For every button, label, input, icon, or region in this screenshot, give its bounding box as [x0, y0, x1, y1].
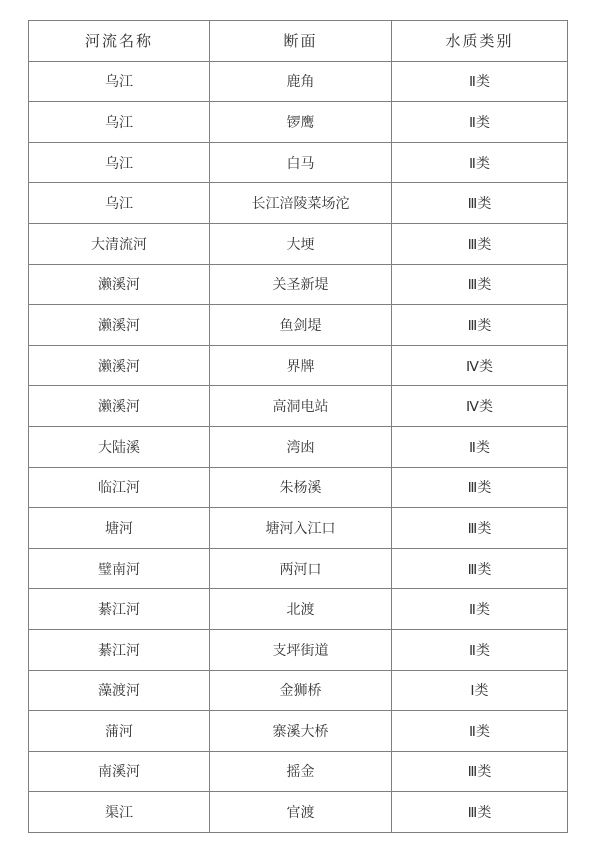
class-cell: Ⅲ类 — [392, 305, 568, 346]
class-cell: Ⅲ类 — [392, 792, 568, 833]
class-cell: Ⅱ类 — [392, 711, 568, 752]
river-cell: 乌江 — [29, 102, 210, 143]
river-cell: 渠江 — [29, 792, 210, 833]
table-row — [29, 711, 568, 752]
class-cell: Ⅲ类 — [392, 548, 568, 589]
table-row — [29, 223, 568, 264]
table-row — [29, 305, 568, 346]
column-header-section: 断面 — [210, 21, 392, 62]
table-row — [29, 751, 568, 792]
river-cell: 綦江河 — [29, 589, 210, 630]
table-row — [29, 629, 568, 670]
class-cell: Ⅲ类 — [392, 264, 568, 305]
section-cell: 两河口 — [210, 548, 392, 589]
section-cell: 大埂 — [210, 223, 392, 264]
section-cell: 关圣新堤 — [210, 264, 392, 305]
table-row — [29, 142, 568, 183]
class-cell: Ⅲ类 — [392, 183, 568, 224]
class-cell: Ⅲ类 — [392, 508, 568, 549]
river-cell: 濑溪河 — [29, 386, 210, 427]
river-cell: 南溪河 — [29, 751, 210, 792]
section-cell: 金狮桥 — [210, 670, 392, 711]
section-cell: 长江涪陵菜场沱 — [210, 183, 392, 224]
section-cell: 朱杨溪 — [210, 467, 392, 508]
river-cell: 璧南河 — [29, 548, 210, 589]
water-quality-table — [28, 20, 568, 833]
table-row — [29, 264, 568, 305]
section-cell: 鱼剑堤 — [210, 305, 392, 346]
class-cell: Ⅳ类 — [392, 345, 568, 386]
river-cell: 蒲河 — [29, 711, 210, 752]
section-cell: 塘河入江口 — [210, 508, 392, 549]
section-cell: 界牌 — [210, 345, 392, 386]
river-cell: 乌江 — [29, 183, 210, 224]
class-cell: Ⅱ类 — [392, 142, 568, 183]
section-cell: 寨溪大桥 — [210, 711, 392, 752]
section-cell: 高洞电站 — [210, 386, 392, 427]
river-cell: 临江河 — [29, 467, 210, 508]
class-cell: Ⅱ类 — [392, 102, 568, 143]
class-cell: Ⅲ类 — [392, 751, 568, 792]
river-cell: 綦江河 — [29, 629, 210, 670]
river-cell: 濑溪河 — [29, 345, 210, 386]
table-row — [29, 61, 568, 102]
column-header-river: 河流名称 — [29, 21, 210, 62]
table-row — [29, 548, 568, 589]
river-cell: 藻渡河 — [29, 670, 210, 711]
section-cell: 锣鹰 — [210, 102, 392, 143]
class-cell: Ⅲ类 — [392, 467, 568, 508]
section-cell: 摇金 — [210, 751, 392, 792]
river-cell: 乌江 — [29, 61, 210, 102]
river-cell: 濑溪河 — [29, 305, 210, 346]
table-row — [29, 792, 568, 833]
table-row — [29, 426, 568, 467]
table-row — [29, 589, 568, 630]
class-cell: Ⅱ类 — [392, 629, 568, 670]
river-cell: 大清流河 — [29, 223, 210, 264]
class-cell: Ⅱ类 — [392, 426, 568, 467]
table-row — [29, 386, 568, 427]
class-cell: Ⅲ类 — [392, 223, 568, 264]
river-cell: 乌江 — [29, 142, 210, 183]
section-cell: 湾凼 — [210, 426, 392, 467]
river-cell: 濑溪河 — [29, 264, 210, 305]
table-row — [29, 670, 568, 711]
table-row — [29, 102, 568, 143]
section-cell: 北渡 — [210, 589, 392, 630]
column-header-class: 水质类别 — [392, 21, 568, 62]
river-cell: 大陆溪 — [29, 426, 210, 467]
class-cell: Ⅱ类 — [392, 589, 568, 630]
river-cell: 塘河 — [29, 508, 210, 549]
section-cell: 官渡 — [210, 792, 392, 833]
class-cell: Ⅰ类 — [392, 670, 568, 711]
table-row — [29, 345, 568, 386]
section-cell: 支坪街道 — [210, 629, 392, 670]
table-row — [29, 183, 568, 224]
table-row — [29, 467, 568, 508]
header-row — [29, 21, 568, 62]
section-cell: 鹿角 — [210, 61, 392, 102]
section-cell: 白马 — [210, 142, 392, 183]
class-cell: Ⅱ类 — [392, 61, 568, 102]
table-row — [29, 508, 568, 549]
class-cell: Ⅳ类 — [392, 386, 568, 427]
